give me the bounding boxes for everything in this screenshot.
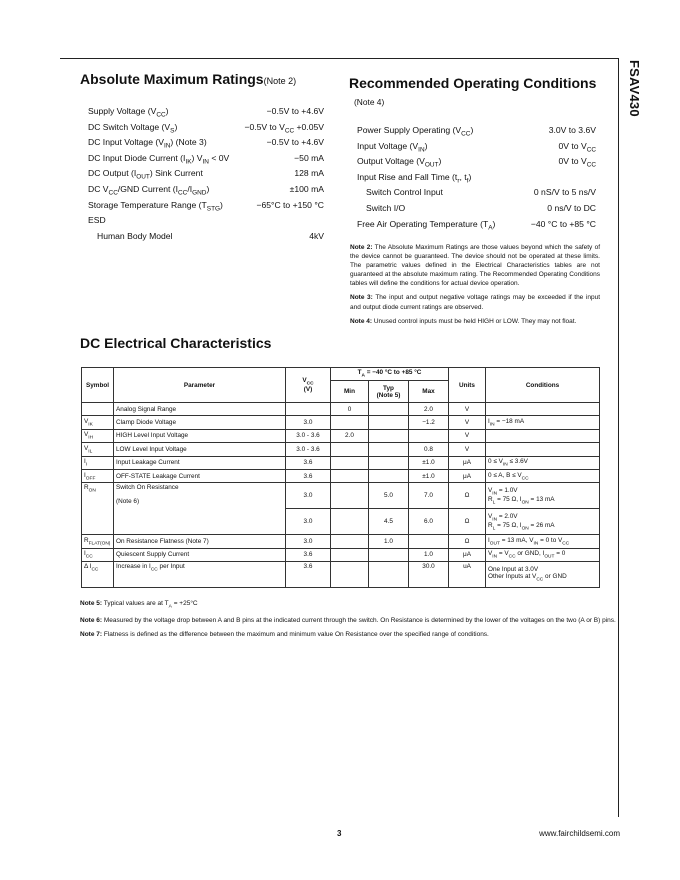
table-row: $I_{OFF}$ OFF-STATE Leakage Current 3.6 ±1.0 μA 0 ≤ A, $B \le V_{CC}$ xyxy=(82,469,600,482)
roc-output-voltage: Output Voltage $(V_{OUT})$ 0V to $V_{CC}$ xyxy=(357,156,596,169)
col-symbol: Symbol xyxy=(82,368,114,403)
note-3: Note 3: The input and output negative voltage ratings may be exceeded if the input and output diode current ratings are observed. xyxy=(350,294,601,311)
note-5: Note 5: Typical values are at $T_A = +25^\circ C$ xyxy=(80,600,198,610)
rating-storage-temp: Storage Temperature Range $(T_{STG})$ −65°C to +150 °C xyxy=(88,199,324,213)
side-title xyxy=(622,60,642,170)
roc-switch-io: Switch I/O 0 ns/V to DC xyxy=(366,202,596,213)
note-4: Note 4: Unused control inputs must be held HIGH or LOW. They may not float. xyxy=(350,317,577,325)
dc-title: DC Electrical Characteristics xyxy=(80,335,272,351)
col-max: Max xyxy=(409,381,449,403)
table-row: $V_{IH}$ HIGH Level Input Voltage 3.0 - 3.6 2.0 V xyxy=(82,429,600,442)
rating-switch-voltage: DC Switch Voltage $(V_S)$ −0.5V to $V_{CC} +0.05V$ xyxy=(88,121,324,135)
table-row: $V_{IK}$ Clamp Diode Voltage 3.0 −1.2 V $I_{IN} = -18$ mA xyxy=(82,416,600,429)
rating-supply-voltage: Supply Voltage $(V_{CC})$ −0.5V to +4.6V xyxy=(88,106,324,119)
roc-list xyxy=(357,123,596,232)
rating-gnd-current: DC $V_{CC}$/GND Current $(I_{CC}/I_{GND})$ ±100 mA xyxy=(88,183,324,197)
roc-rise-fall: Input Rise and Fall Time ($t_r$, $t_f$) xyxy=(357,171,472,185)
col-min: Min xyxy=(331,381,369,403)
table-row: $V_{IL}$ LOW Level Input Voltage 3.0 - 3.6 0.8 V xyxy=(82,443,600,456)
abs-max-list xyxy=(88,104,324,244)
side-title-text: FSAV430 xyxy=(627,60,642,117)
note-2: Note 2: The Absolute Maximum Ratings are those values beyond which the safety of the device cannot be guaranteed. The device should not be operated at these limits. The parametric values defined in the Electrical Characteristics tables are not guaranteed at the absolute maximum rating. The Recommended Operating Conditions tables will define the conditions for actual device operation. xyxy=(350,244,600,288)
dc-table xyxy=(81,367,600,588)
rating-input-voltage: DC Input Voltage $(V_{IN})$ (Note 3) −0.5V to +4.6V xyxy=(88,137,324,150)
table-row: $I_I$ Input Leakage Current 3.6 ±1.0 μA $0 \le V_{IN} \le 3.6V$ xyxy=(82,456,600,469)
roc-note: (Note 4) xyxy=(354,97,385,107)
col-conditions: Conditions xyxy=(486,368,600,403)
col-parameter: Parameter xyxy=(114,368,286,403)
roc-input-voltage: Input Voltage $(V_{IN})$ 0V to $V_{CC}$ xyxy=(357,140,596,154)
table-row: 3.0 4.5 6.0 Ω $V_{IN} = 2.0V$ $R_L = 75$ Ω, $I_{ON} = 26$ mA xyxy=(82,509,600,535)
table-row: Δ $I_{CC}$ Increase in $I_{CC}$ per Input 3.6 30.0 uA One Input at 3.0V Other Inputs at $V_{CC}$ or GND xyxy=(82,562,600,588)
col-ta-range: $T_A = -40$ °C to +85 °C xyxy=(331,368,449,381)
rating-hbm: Human Body Model 4kV xyxy=(97,230,324,241)
rating-diode-current: DC Input Diode Current $(I_{IK}) V_{IN} < 0V$ −50 mA xyxy=(88,152,324,166)
roc-supply: Power Supply Operating $(V_{CC})$ 3.0V to 3.6V xyxy=(357,125,596,138)
roc-notes xyxy=(350,243,600,331)
abs-max-title: Absolute Maximum Ratings(Note 2) xyxy=(80,71,297,87)
table-row: $R_{FLAT(ON)}$ On Resistance Flatness (Note 7) 3.0 1.0 Ω $I_{OUT} = 13$ mA, $V_{IN} = 0$ to $V_{CC}$ xyxy=(82,535,600,548)
col-typ: Typ (Note 5) xyxy=(369,381,409,403)
col-vcc: $V_{CC}$ (V) xyxy=(286,368,331,403)
col-units: Units xyxy=(449,368,486,403)
rating-sink-current: DC Output $(I_{OUT})$ Sink Current 128 mA xyxy=(88,168,324,182)
roc-switch-control: Switch Control Input 0 nS/V to 5 ns/V xyxy=(366,187,596,198)
dc-notes xyxy=(80,599,620,644)
rating-esd: ESD xyxy=(88,215,106,226)
roc-title: Recommended Operating Conditions xyxy=(349,75,597,91)
table-row: $R_{ON}$ Switch On Resistance (Note 6) 3.0 5.0 7.0 Ω $V_{IN} = 1.0V$ $R_L = 75$ Ω, $I_{ON} = 13$ mA xyxy=(82,483,600,509)
note-6: Note 6: Measured by the voltage drop between A and B pins at the indicated current through the switch. On Resistance is determined by the lower of the voltages on the two (A or B) pins. xyxy=(80,617,616,625)
footer-url[interactable]: www.fairchildsemi.com xyxy=(539,829,620,838)
note-7: Note 7: Flatness is defined as the difference between the maximum and minimum value On Resistance over the specified range of conditions. xyxy=(80,631,489,639)
roc-temp: Free Air Operating Temperature $(T_A)$ −40 °C to +85 °C xyxy=(357,218,596,232)
page-number: 3 xyxy=(337,829,342,838)
table-row: Analog Signal Range 0 2.0 V xyxy=(82,403,600,416)
table-row: $I_{CC}$ Quiescent Supply Current 3.6 1.0 μA $V_{IN} = V_{CC}$ or GND, $I_{OUT} = 0$ xyxy=(82,548,600,561)
